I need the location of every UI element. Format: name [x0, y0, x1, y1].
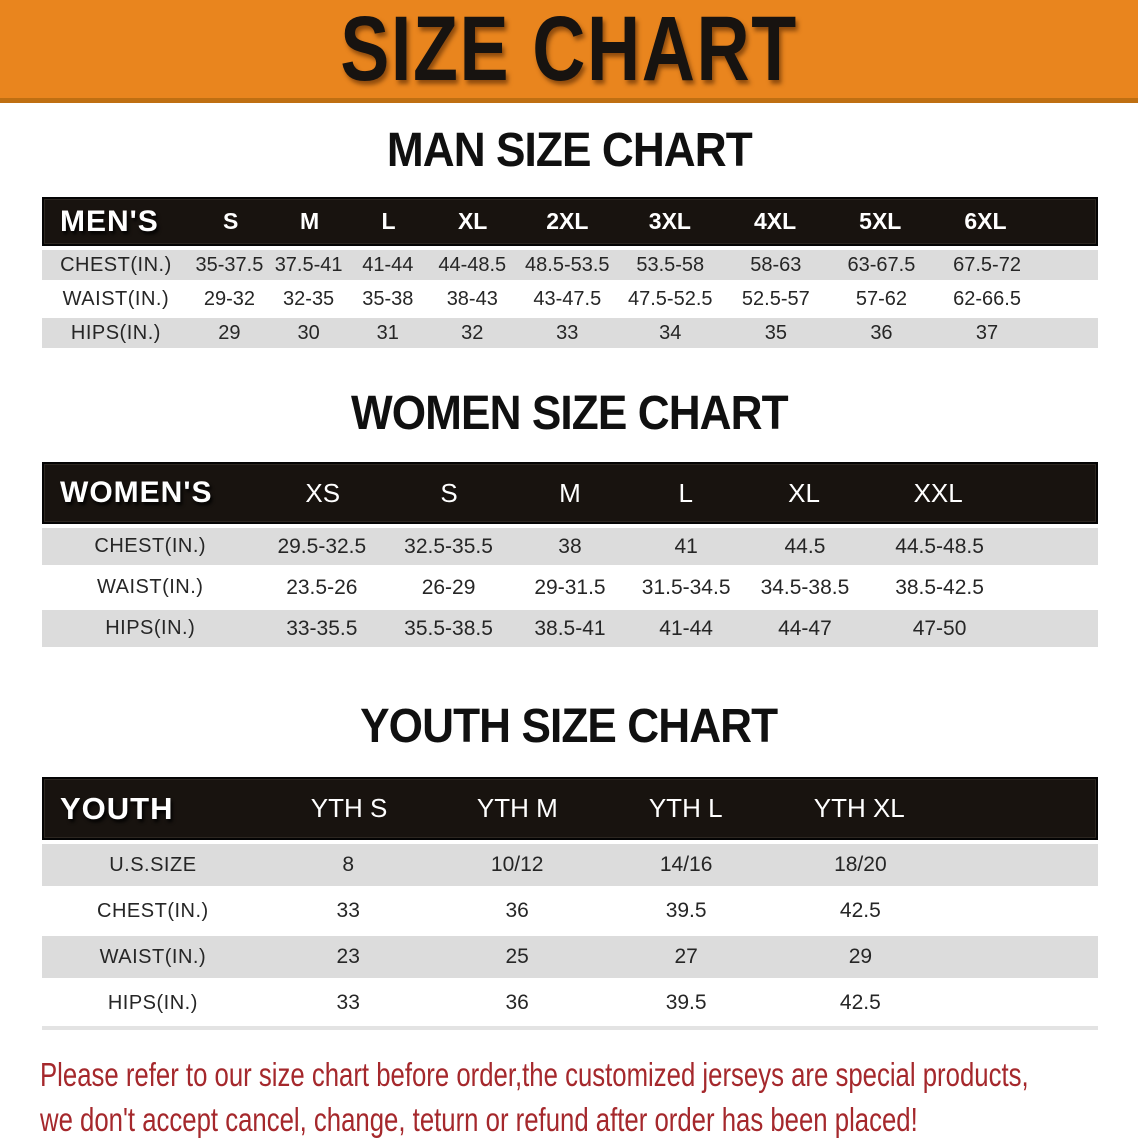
men-table-title: MEN'S: [60, 204, 159, 238]
youth-size-column-header: YTH XL: [813, 793, 905, 823]
women-size-column-header: XS: [305, 477, 341, 508]
youth-cell-value: 8: [342, 853, 355, 876]
men-cell-value: 33: [556, 321, 579, 344]
men-header-row: [42, 197, 1098, 246]
men-size-column-header: L: [381, 208, 396, 234]
women-section-heading: [0, 387, 1138, 440]
women-row-label: WAIST(IN.): [97, 576, 204, 598]
men-size-column-header: 3XL: [648, 208, 691, 234]
youth-cell-value: 25: [505, 945, 529, 968]
women-table-title: WOMEN'S: [60, 476, 213, 509]
youth-size-column-header: YTH L: [648, 793, 723, 823]
women-cell-value: 44-47: [778, 616, 832, 640]
men-row-label: CHEST(IN.): [60, 253, 172, 276]
youth-data-row: [42, 890, 1098, 932]
men-cell-value: 67.5-72: [953, 253, 1021, 276]
men-cell-value: 44-48.5: [438, 253, 507, 276]
youth-cell-value: 27: [674, 945, 698, 968]
youth-cell-value: 39.5: [665, 899, 707, 922]
men-cell-value: 52.5-57: [741, 287, 810, 310]
men-cell-value: 29: [218, 321, 241, 344]
youth-cell-value: 23: [336, 945, 360, 968]
men-data-row: [42, 284, 1098, 314]
order-policy-note-line1: Please refer to our size chart before order,the customized jerseys are special products,: [40, 1056, 1029, 1093]
men-cell-value: 41-44: [362, 253, 414, 276]
men-cell-value: 63-67.5: [847, 253, 916, 276]
women-data-row: [42, 610, 1098, 647]
women-cell-value: 44.5: [784, 534, 826, 558]
youth-cell-value: 39.5: [665, 991, 707, 1014]
women-size-column-header: M: [559, 477, 581, 508]
women-cell-value: 38.5-41: [534, 616, 606, 640]
women-cell-value: 47-50: [912, 616, 967, 640]
youth-size-table: [42, 777, 1098, 1030]
men-cell-value: 53.5-58: [636, 253, 705, 276]
men-cell-value: 38-43: [446, 287, 498, 310]
women-size-column-header: XL: [788, 477, 820, 508]
men-cell-value: 43-47.5: [533, 287, 602, 310]
men-cell-value: 30: [297, 321, 320, 344]
man-section-heading-text: MAN SIZE CHART: [386, 124, 752, 177]
youth-data-row: [42, 844, 1098, 886]
men-cell-value: 32: [461, 321, 484, 344]
youth-row-label: WAIST(IN.): [99, 945, 207, 968]
banner-title: SIZE CHART: [340, 0, 798, 100]
women-cell-value: 26-29: [421, 575, 476, 599]
youth-data-row: [42, 982, 1098, 1024]
women-header-row: [42, 462, 1098, 524]
women-cell-value: 38.5-42.5: [895, 575, 984, 599]
men-row-label: WAIST(IN.): [62, 287, 170, 310]
youth-cell-value: 36: [505, 899, 529, 922]
youth-section-heading-text: YOUTH SIZE CHART: [360, 700, 778, 753]
youth-size-column-header: YTH S: [310, 793, 388, 823]
women-data-row: [42, 569, 1098, 606]
youth-data-row: [42, 936, 1098, 978]
youth-cell-value: 18/20: [834, 853, 887, 876]
men-cell-value: 57-62: [855, 287, 908, 310]
youth-row-label: HIPS(IN.): [107, 991, 198, 1014]
youth-cell-value: 29: [848, 945, 873, 968]
men-cell-value: 35-38: [362, 287, 414, 310]
women-size-column-header: L: [678, 477, 693, 508]
women-cell-value: 33-35.5: [286, 616, 358, 640]
women-cell-value: 34.5-38.5: [760, 575, 850, 599]
men-cell-value: 35-37.5: [195, 253, 264, 276]
women-row-label: CHEST(IN.): [94, 535, 207, 557]
youth-row-label: U.S.SIZE: [109, 853, 197, 876]
youth-row-label: CHEST(IN.): [97, 899, 209, 922]
men-cell-value: 37: [975, 321, 999, 344]
youth-cell-value: 36: [505, 991, 529, 1014]
men-size-column-header: S: [223, 208, 239, 234]
women-cell-value: 41: [674, 534, 698, 558]
youth-size-column-header: YTH M: [476, 793, 558, 823]
women-cell-value: 29.5-32.5: [277, 534, 367, 558]
women-cell-value: 31.5-34.5: [641, 575, 731, 599]
women-cell-value: 44.5-48.5: [895, 534, 984, 558]
youth-header-row: [42, 777, 1098, 840]
women-cell-value: 32.5-35.5: [404, 534, 493, 558]
men-size-table: [42, 197, 1098, 348]
men-cell-value: 31: [376, 321, 399, 344]
women-data-row: [42, 528, 1098, 565]
women-size-column-header: S: [440, 477, 458, 508]
women-cell-value: 38: [558, 534, 582, 558]
women-cell-value: 29-31.5: [534, 575, 606, 599]
men-data-row: [42, 318, 1098, 348]
men-row-label: HIPS(IN.): [70, 321, 161, 344]
size-chart-banner: [0, 0, 1138, 103]
men-data-row: [42, 250, 1098, 280]
youth-section-heading: [0, 700, 1138, 753]
men-cell-value: 36: [870, 321, 893, 344]
women-size-table: [42, 462, 1098, 647]
youth-cell-value: 10/12: [490, 853, 544, 876]
men-cell-value: 48.5-53.5: [525, 253, 610, 276]
women-cell-value: 41-44: [659, 616, 713, 640]
men-cell-value: 35: [764, 321, 787, 344]
men-cell-value: 37.5-41: [274, 253, 343, 276]
men-size-column-header: 4XL: [753, 208, 797, 234]
man-section-heading: [0, 124, 1138, 177]
women-cell-value: 35.5-38.5: [404, 616, 493, 640]
youth-cell-value: 33: [336, 899, 360, 922]
youth-cell-value: 42.5: [839, 991, 881, 1014]
men-cell-value: 34: [659, 321, 682, 344]
women-section-heading-text: WOMEN SIZE CHART: [350, 387, 788, 440]
women-row-label: HIPS(IN.): [105, 617, 196, 639]
order-policy-note: [40, 1052, 1029, 1142]
men-size-column-header: XL: [457, 208, 488, 234]
women-size-column-header: XXL: [913, 477, 963, 508]
youth-cell-value: 14/16: [659, 853, 713, 876]
youth-cell-value: 42.5: [839, 899, 881, 922]
men-cell-value: 58-63: [750, 253, 802, 276]
women-cell-value: 23.5-26: [286, 575, 358, 599]
men-cell-value: 29-32: [203, 287, 255, 310]
men-size-column-header: 5XL: [859, 208, 902, 234]
men-size-column-header: M: [300, 208, 320, 234]
men-size-column-header: 6XL: [964, 208, 1007, 234]
men-size-column-header: 2XL: [546, 208, 589, 234]
youth-table-title: YOUTH: [60, 790, 174, 826]
men-cell-value: 32-35: [283, 287, 335, 310]
men-cell-value: 47.5-52.5: [627, 287, 713, 310]
youth-cell-value: 33: [336, 991, 360, 1014]
order-policy-note-line2: we don't accept cancel, change, teturn or refund after order has been placed!: [40, 1101, 918, 1138]
men-cell-value: 62-66.5: [953, 287, 1021, 310]
